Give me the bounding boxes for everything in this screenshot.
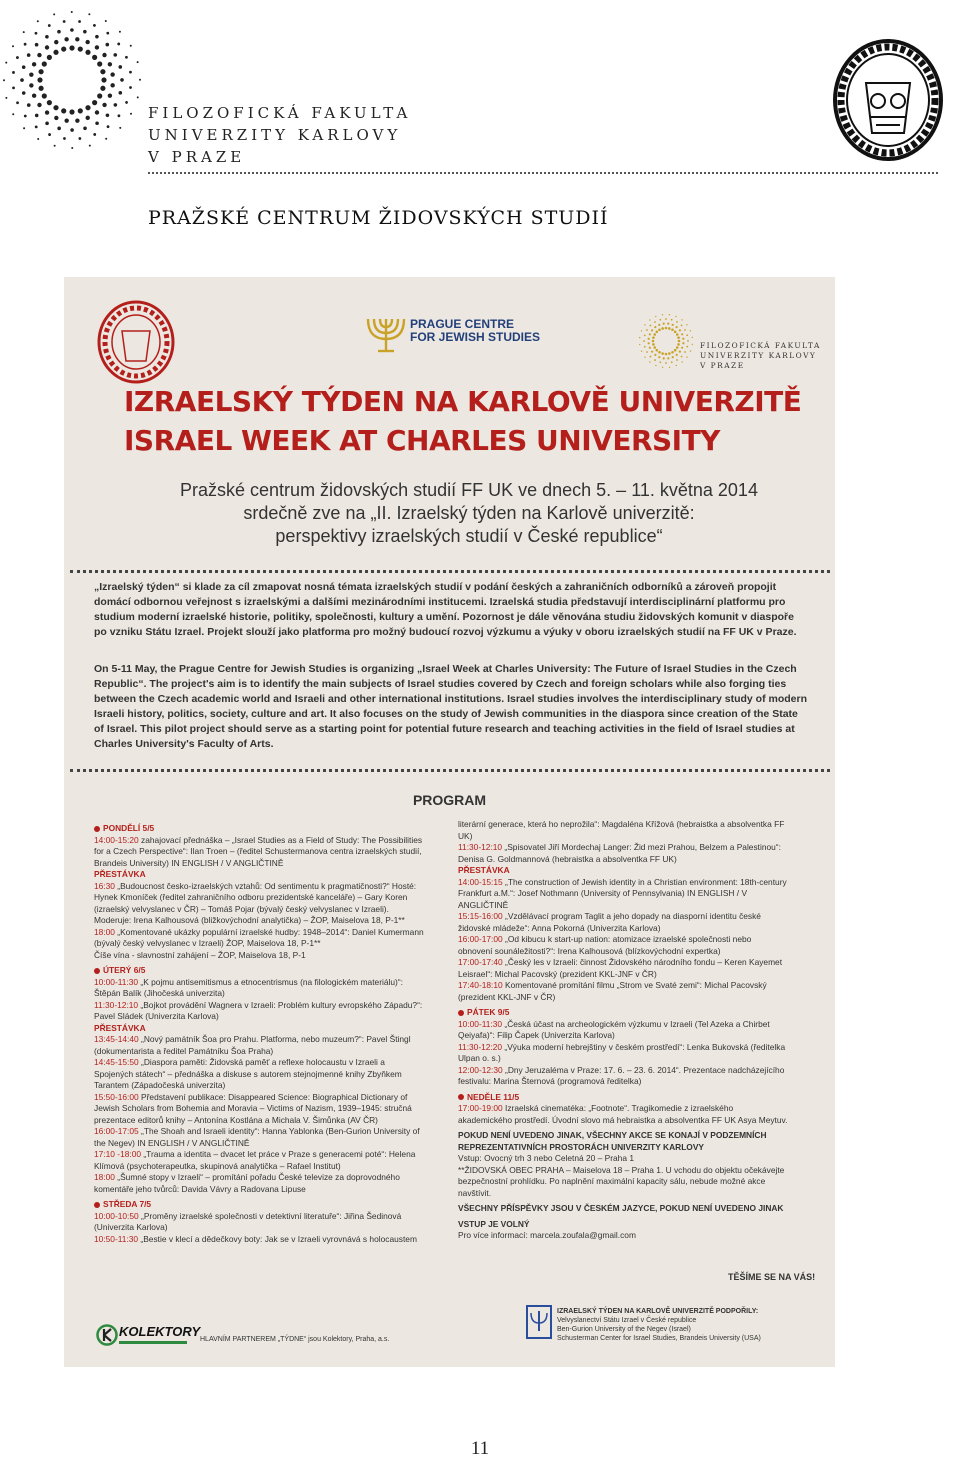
program-item <box>458 1065 788 1088</box>
israel-emblem-icon <box>526 1305 552 1339</box>
program-note: **ŽIDOVSKÁ OBEC PRAHA – Maiselova 18 – Praha 1. U vchodu do objektu očekávejte bezpečnostní prohlídku. Po naplnění maximální kapacity sálu, nebude možné akce navštívit. <box>458 1164 785 1198</box>
program-item-time: 11:30-12:20 <box>458 1041 503 1052</box>
program-item <box>458 1042 788 1065</box>
program-item <box>94 1000 424 1023</box>
program-item-text: „Bojkot provádění Wagnera v Izraeli: Problém kultury evropského Západu?“: Pavel Sládek (Univerzita Karlova) <box>94 999 423 1021</box>
program-note: Pro více informací: marcela.zoufala@gmail.com <box>458 1230 636 1240</box>
faculty-line-1: FILOZOFICKÁ FAKULTA <box>148 104 412 122</box>
program-item <box>94 881 424 927</box>
menorah-icon <box>364 313 408 355</box>
header-divider <box>148 172 938 174</box>
poster-faculty-line-2: UNIVERZITY KARLOVY <box>700 351 817 360</box>
program-item-text: „Diaspora paměti: Židovská paměť a reflexe holocaustu v Izraeli a Spojených státech“ – přednáška a diskuse s autorem stejnojmenné knihy Zbyňkem Tarantem (Západočeská univerzita) <box>94 1057 402 1090</box>
program-item-time: 15:50-16:00 <box>94 1091 139 1102</box>
prague-centre-line-2: FOR JEWISH STUDIES <box>410 330 541 344</box>
program-item-time: 18:00 <box>94 926 115 937</box>
kolektory-logo-text: KOLEKTORY <box>119 1324 201 1339</box>
program-item <box>458 957 788 980</box>
program-item-time: 17:10 -18:00 <box>94 1149 142 1159</box>
faculty-line-3: V PRAZE <box>148 148 246 166</box>
centre-title: PRAŽSKÉ CENTRUM ŽIDOVSKÝCH STUDIÍ <box>148 207 609 229</box>
program-item-text: zahajovací přednáška – „Israel Studies as a Field of Study: The Possibilities for a Czech Perspective“: Ilan Troen – (ředitel Schustermanova centra izraelských studií, Brandeis University) IN ENGLISH / V ANGLIČTINĚ <box>94 834 423 868</box>
university-seal <box>832 37 944 163</box>
poster-subtitle <box>124 479 814 548</box>
program-heading: PROGRAM <box>412 792 487 808</box>
program-notice: VSTUP JE VOLNÝ <box>458 1218 530 1229</box>
program-item <box>94 977 424 1000</box>
program-item-text: Komentované promítání filmu „Strom ve Svaté zemi“: Michal Pacovský (prezident KKL-JNF v ČR) <box>458 980 767 1002</box>
supporters-title: IZRAELSKÝ TÝDEN NA KARLOVĚ UNIVERZITĚ PODPOŘILY: <box>557 1308 759 1315</box>
event-poster <box>64 277 835 1367</box>
program-item-text: „Komentované ukázky populární izraelské hudby: 1948–2014“: Daniel Kumermann (bývalý český velvyslanec v Izraeli) ŽOP, Maiselova 18, P-1** <box>94 926 424 948</box>
program-item-text: „Česká účast na archeologickém výzkumu v Izraeli (Tel Azeka a Chirbet Qeiyafa)“: Filip Čapek (Univerzita Karlova) <box>458 1018 770 1040</box>
poster-title-cz: IZRAELSKÝ TÝDEN NA KARLOVĚ UNIVERZITĚ <box>124 385 802 418</box>
program-day-heading: PONDĚLÍ 5/5 <box>94 823 424 835</box>
poster-faculty-name <box>700 341 821 371</box>
program-item-text: „Spisovatel Jiří Mordechaj Langer: Žid mezi Prahou, Belzem a Palestinou“: Denisa G. Goldmannová (hebraistka a absolventka FF UK) <box>458 842 781 864</box>
program-item-time: 10:00-11:30 <box>458 1018 503 1029</box>
program-item-text: Představení publikace: Disappeared Science: Biographical Dictionary of Jewish Scholars from Bohemia and Moravia – Victims of Nazism, 1939–1945: stručná prezentace editorů knihy – Antonína Kostlána a Michala V. Šimůnka (AV ČR) <box>94 1091 412 1125</box>
program-item-time: 16:30 <box>94 880 115 891</box>
program-item-text: „Nový památník Šoa pro Prahu. Platforma, nebo muzeum?“: Pavel Štingl (dokumentarista a ředitel Památníku Šoa Praha) <box>94 1034 411 1056</box>
page-number: 11 <box>470 1438 490 1459</box>
partner-note: HLAVNÍM PARTNEREM „TÝDNE“ jsou Kolektory, Praha, a.s. <box>200 1336 390 1343</box>
program-item <box>458 1019 788 1042</box>
program-item-time: 15:15-16:00 <box>458 911 503 921</box>
program-item-text: „Šumné stopy v Izraeli“ – promítání pořadu České televize za doprovodného komentáře jeho tvůrců: Davida Vávry a Radovana Lipuse <box>94 1172 400 1194</box>
faculty-line-2: UNIVERZITY KARLOVY <box>148 126 402 144</box>
program-item-text: „Budoucnost česko-izraelských vztahů: Od sentimentu k pragmatičnosti?“ Hosté: Hynek Kmoníček (ředitel zahraničního odboru prezidentské kanceláře) – Gary Koren (izraelský velvyslanec v ČR) – Tomáš Pojar (bývalý český velvyslanec v Izraeli). Moderuje: Irena Kalhousová (bližkovýchodní analytička) – ŽOP, Maiselova 18, P-1** <box>94 880 417 925</box>
program-item <box>94 1034 424 1057</box>
program-break: PŘESTÁVKA <box>458 865 510 875</box>
program-item-time: 14:45-15:50 <box>94 1057 139 1067</box>
supporter-2: Ben-Gurion University of the Negev (Israel) <box>557 1326 691 1333</box>
program-item <box>94 835 424 870</box>
program-item <box>458 842 788 865</box>
program-item <box>94 1211 424 1234</box>
program-item-time: 10:50-11:30 <box>94 1233 139 1244</box>
program-item <box>94 927 424 950</box>
closing-line: TĚŠÍME SE NA VÁS! <box>728 1272 816 1282</box>
program-item-time: 16:00-17:05 <box>94 1126 139 1136</box>
supporter-1: Velvyslanectví Státu Izrael v České republice <box>557 1317 697 1324</box>
program-item <box>458 911 788 934</box>
program-item <box>94 1057 424 1092</box>
program-item <box>458 934 788 957</box>
program-item-text: „Proměny izraelské společnosti v detektivní literatuře“: Jiřina Šedinová (Univerzita Karlova) <box>94 1210 402 1232</box>
program-item <box>458 877 788 912</box>
program-item <box>94 1234 424 1246</box>
program-item-text: „Od kibucu k start-up nation: atomizace izraelské společnosti nebo obnovení sounáležitosti?“: Irena Kalhousová (blízkovýchodní expertka) <box>458 934 752 956</box>
intro-cz: „Izraelský týden“ si klade za cíl zmapovat nosná témata izraelských studií v podání českých a zahraničních odborníků a zároveň propojit domácí odbornou veřejnost s izraelskými a dalšími mezinárodními institucemi. Izraelská studia představují interdisciplinární platformu pro studium moderní izraelské historie, politiky, společnosti, kultury a umění. Pozornost je dále věnována studiu židovských komunit v diaspoře po vzniku Státu Izrael. Projekt slouží jako platforma pro možný budoucí rozvoj výzkumu a výuky v oboru izraelských studií na FF UK v Praze. <box>94 581 797 638</box>
program-item-text: Izraelská cinematéka: „Footnote“. Tragikomedie z izraelského akademického prostředí. Úvodní slovo má hebraistka a absolventka FF UK Asya Meytuv. <box>458 1103 788 1125</box>
program-right-column <box>458 819 788 1242</box>
program-item-text: „The construction of Jewish identity in a Christian environment: 18th-century Frankfurt a.M.“: Josef Nothmann (University of Pennsylvania) IN ENGLISH / V ANGLIČTINĚ <box>458 876 787 910</box>
program-item-text: „Vzdělávací program Taglit a jeho dopady na diasporní identitu české židovské mládeže“: Anna Pokorná (Univerzita Karlova) <box>458 911 761 933</box>
program-item-text: „The Shoah and Israeli identity“: Hanna Yablonka (Ben-Gurion University of the Negev) IN ENGLISH / V ANGLIČTINĚ <box>94 1126 420 1148</box>
program-break: PŘESTÁVKA <box>94 869 146 879</box>
program-item <box>94 950 424 962</box>
faculty-name <box>148 102 411 168</box>
program-item-time: 17:40-18:10 <box>458 980 503 990</box>
program-item-text: „K pojmu antisemitismus a etnocentrismus (na filologickém materiálu)“: Štěpán Balík (Jihočeská univerzita) <box>94 976 403 998</box>
program-item-time: 12:00-12:30 <box>458 1064 503 1075</box>
program-left-column <box>94 819 424 1245</box>
program-item-text: „Český les v Izraeli: činnost Židovského národního fondu – Keren Kayemet Leisrael“: Michal Pacovský (prezident KKL-JNF v ČR) <box>458 957 783 979</box>
program-day-heading: NEDĚLE 11/5 <box>458 1092 788 1104</box>
subtitle-line-2: srdečně zve na „II. Izraelský týden na Karlově univerzitě: <box>243 503 695 523</box>
program-day-heading: ÚTERÝ 6/5 <box>94 965 424 977</box>
kolektory-underline <box>119 1341 187 1344</box>
program-item-text: „Dny Jeruzaléma v Praze: 17. 6. – 23. 6. 2014“. Prezentace nadcházejícího festivalu: Marina Šternová (programová ředitelka) <box>458 1064 785 1086</box>
program-item-time: 18:00 <box>94 1172 115 1182</box>
poster-title-en: ISRAEL WEEK AT CHARLES UNIVERSITY <box>124 424 720 457</box>
program-item <box>94 1126 424 1149</box>
program-break: PŘESTÁVKA <box>94 1022 146 1033</box>
prague-centre-logo-text <box>410 318 540 344</box>
program-item-text: „Trauma a identita – dvacet let práce v Praze s generacemi poté“: Helena Klímová (psychoterapeutka, skupinová analytička – Rafael Institut) <box>94 1149 416 1171</box>
program-item-time: 17:00-17:40 <box>458 957 503 967</box>
faculty-sunburst-logo <box>0 0 150 160</box>
program-item <box>94 1172 424 1195</box>
program-item-time: 10:00-11:30 <box>94 976 139 987</box>
poster-faculty-line-3: V PRAZE <box>700 361 745 370</box>
program-item <box>458 819 788 842</box>
program-item-time: 16:00-17:00 <box>458 934 503 944</box>
program-notice: VŠECHNY PŘÍSPĚVKY JSOU V ČESKÉM JAZYCE, POKUD NENÍ UVEDENO JINAK <box>458 1203 784 1213</box>
program-item-time: 11:30-12:10 <box>94 999 139 1010</box>
subtitle-line-1: Pražské centrum židovských studií FF UK ve dnech 5. – 11. května 2014 <box>180 480 758 500</box>
prague-centre-line-1: PRAGUE CENTRE <box>410 317 515 331</box>
kolektory-k-icon <box>96 1324 118 1346</box>
program-note: Vstup: Ovocný trh 3 nebo Celetná 20 – Praha 1 <box>458 1153 634 1163</box>
poster-faculty-line-1: FILOZOFICKÁ FAKULTA <box>700 341 821 350</box>
intro-en: On 5-11 May, the Prague Centre for Jewish Studies is organizing „Israel Week at Charles University: The Future of Israel Studies in the Czech Republic“. The project's aim is to identify the main subjects of Israel studies covered by Czech and foreign scholars while also forging ties between the Czech academic world and Israeli and other international institutions. Israel studies involves the interdisciplinary study of modern Israeli history, politics, society, culture and art. It also focuses on the study of Jewish communities in the diaspora since creation of the State of Israel. This pilot project should serve as a starting point for potential future research and teaching activities in the field of Israel studies at Charles University's Faculty of Arts. <box>94 663 807 750</box>
program-item-text: „Výuka moderní hebrejštiny v českém prostředí“: Lenka Bukovská (ředitelka Ulpan o. s.) <box>458 1041 786 1063</box>
program-notice: POKUD NENÍ UVEDENO JINAK, VŠECHNY AKCE SE KONAJÍ V PODZEMNÍCH REPREZENTATIVNÍCH PROSTORÁCH UNIVERZITY KARLOVY <box>458 1130 767 1152</box>
program-day-heading: PÁTEK 9/5 <box>458 1007 788 1019</box>
subtitle-line-3: perspektivy izraelských studií v České republice“ <box>275 526 663 546</box>
program-item-time: 10:00-10:50 <box>94 1210 139 1221</box>
program-item-time: 14:00-15:20 <box>94 834 139 845</box>
supporters-block <box>557 1307 787 1343</box>
program-item-time: 17:00-19:00 <box>458 1103 503 1113</box>
program-item-text: literární generace, která ho neprožila“: Magdaléna Křížová (hebraistka a absolventka FF UK) <box>458 819 785 841</box>
program-item <box>458 980 788 1003</box>
poster-divider-bottom <box>70 769 830 772</box>
program-item-time: 14:00-15:15 <box>458 876 503 887</box>
supporter-3: Schusterman Center for Israel Studies, Brandeis University (USA) <box>557 1335 761 1342</box>
poster-seal-icon <box>96 299 176 385</box>
program-item-text: „Bestie v klecí a dědečkovy boty: Jak se v Izraeli vyrovnává s holocaustem <box>138 1233 417 1244</box>
program-day-heading: STŘEDA 7/5 <box>94 1199 424 1211</box>
program-item <box>458 1103 788 1126</box>
program-item-text: Číše vína - slavnostní zahájení – ŽOP, Maiselova 18, P-1 <box>94 949 306 960</box>
poster-divider-top <box>70 570 830 573</box>
program-item <box>94 1092 424 1127</box>
program-item <box>94 1149 424 1172</box>
program-item-time: 13:45-14:40 <box>94 1034 139 1044</box>
faculty-sunburst-small-icon <box>634 309 698 373</box>
program-item-time: 11:30-12:10 <box>458 842 503 852</box>
